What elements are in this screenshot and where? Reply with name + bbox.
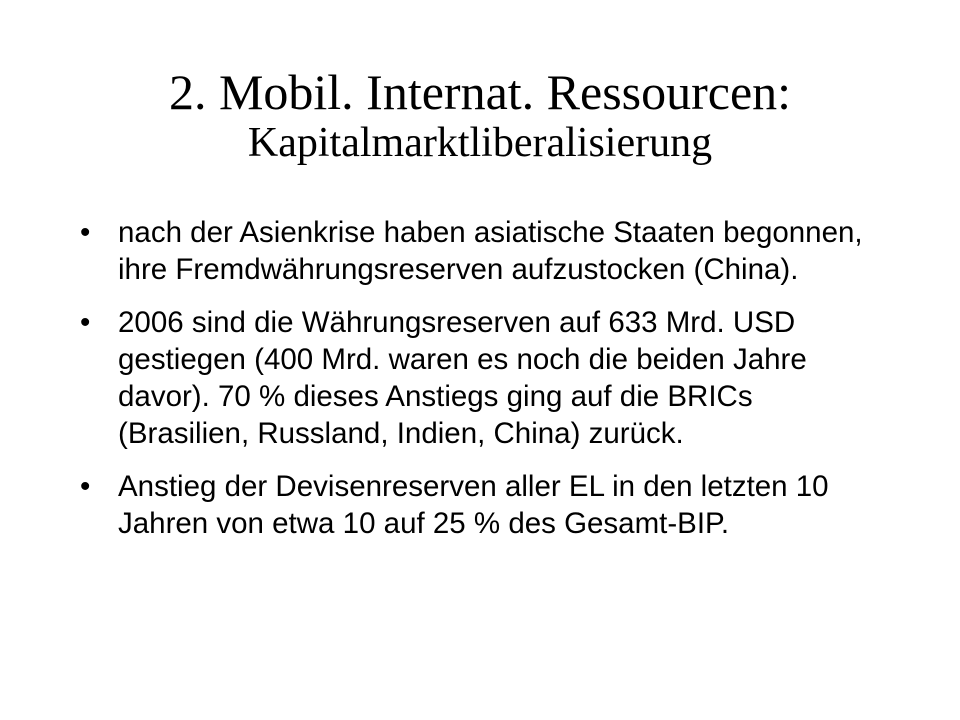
- bullet-item: [80, 304, 880, 452]
- slide-title: [40, 64, 920, 167]
- bullet-item: [80, 468, 880, 542]
- bullet-text: nach der Asienkrise haben asiatische Staaten begonnen, ihre Fremdwährungsreserven aufzustocken (China).: [118, 216, 863, 286]
- bullet-point-icon: •: [80, 470, 91, 503]
- bullet-item: [80, 214, 880, 288]
- bullet-list: [80, 214, 880, 558]
- slide-title-line-2: Kapitalmarktliberalisierung: [247, 120, 713, 166]
- bullet-text: Anstieg der Devisenreserven aller EL in den letzten 10 Jahren von etwa 10 auf 25 % des Gesamt-BIP.: [118, 470, 829, 540]
- slide-title-line-1: 2. Mobil. Internat. Ressourcen:: [168, 64, 792, 120]
- bullet-point-icon: •: [80, 216, 91, 249]
- bullet-text: 2006 sind die Währungsreserven auf 633 Mrd. USD gestiegen (400 Mrd. waren es noch die beiden Jahre davor). 70 % dieses Anstiegs ging auf die BRICs (Brasilien, Russland, Indien, China) zurück.: [118, 306, 807, 450]
- bullet-point-icon: •: [80, 306, 91, 339]
